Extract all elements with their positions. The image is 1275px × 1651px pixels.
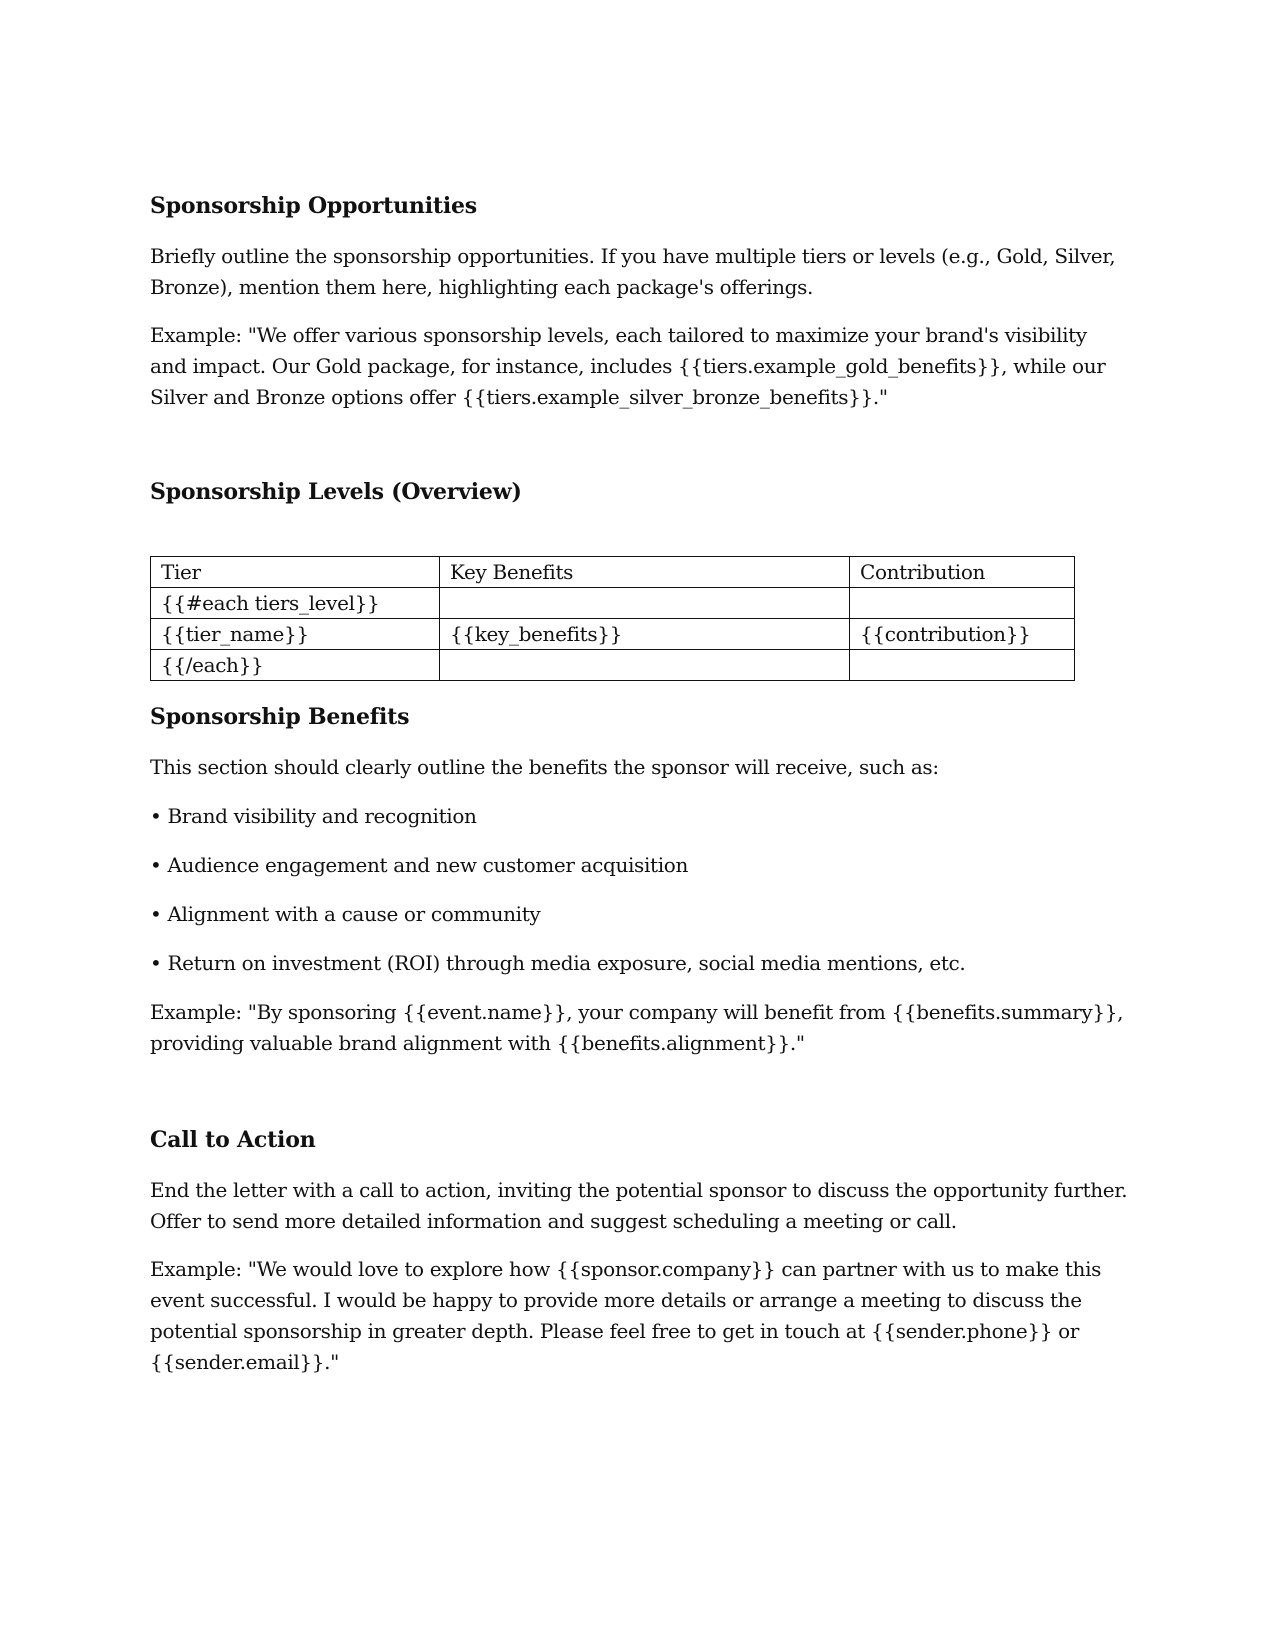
levels-table bbox=[150, 556, 1075, 681]
table-cell bbox=[850, 650, 1075, 681]
text-line: Offer to send more detailed information and suggest scheduling a meeting or call. bbox=[150, 1209, 957, 1233]
table-cell bbox=[440, 650, 850, 681]
table-row bbox=[151, 588, 1075, 619]
heading-levels: Sponsorship Levels (Overview) bbox=[150, 479, 522, 505]
table-cell bbox=[440, 588, 850, 619]
table-cell bbox=[850, 588, 1075, 619]
table-cell: {{/each}} bbox=[151, 650, 440, 681]
text-line: Briefly outline the sponsorship opportunities. If you have multiple tiers or levels (e.g., Gold, Silver, bbox=[150, 244, 1116, 268]
opportunities-intro bbox=[150, 241, 1130, 303]
benefit-bullet: • Return on investment (ROI) through media exposure, social media mentions, etc. bbox=[150, 951, 966, 975]
benefits-example bbox=[150, 997, 1130, 1059]
opportunities-example bbox=[150, 320, 1130, 413]
text-line: Bronze), mention them here, highlighting each package's offerings. bbox=[150, 275, 814, 299]
heading-benefits: Sponsorship Benefits bbox=[150, 704, 410, 730]
header-cell: Key Benefits bbox=[440, 557, 850, 588]
benefit-bullet: • Audience engagement and new customer acquisition bbox=[150, 853, 688, 877]
text-line: event successful. I would be happy to provide more details or arrange a meeting to discuss the bbox=[150, 1288, 1082, 1312]
header-cell: Tier bbox=[151, 557, 440, 588]
table-cell: {{key_benefits}} bbox=[440, 619, 850, 650]
table-row bbox=[151, 619, 1075, 650]
cta-intro bbox=[150, 1175, 1130, 1237]
table-cell: {{tier_name}} bbox=[151, 619, 440, 650]
heading-opportunities: Sponsorship Opportunities bbox=[150, 193, 477, 219]
table-header-row bbox=[151, 557, 1075, 588]
text-line: End the letter with a call to action, inviting the potential sponsor to discuss the opportunity further. bbox=[150, 1178, 1128, 1202]
cta-example bbox=[150, 1254, 1130, 1378]
heading-cta: Call to Action bbox=[150, 1127, 316, 1153]
text-line: Example: "We offer various sponsorship levels, each tailored to maximize your brand's visibility bbox=[150, 323, 1087, 347]
text-line: Example: "By sponsoring {{event.name}}, your company will benefit from {{benefits.summary}}, bbox=[150, 1000, 1124, 1024]
text-line: Example: "We would love to explore how {{sponsor.company}} can partner with us to make this bbox=[150, 1257, 1102, 1281]
text-line: Silver and Bronze options offer {{tiers.example_silver_bronze_benefits}}." bbox=[150, 385, 888, 409]
table-cell: {{contribution}} bbox=[850, 619, 1075, 650]
header-cell: Contribution bbox=[850, 557, 1075, 588]
table-cell: {{#each tiers_level}} bbox=[151, 588, 440, 619]
benefit-bullet: • Alignment with a cause or community bbox=[150, 902, 541, 926]
table-row bbox=[151, 650, 1075, 681]
text-line: potential sponsorship in greater depth. Please feel free to get in touch at {{sender.phone}} or bbox=[150, 1319, 1079, 1343]
text-line: and impact. Our Gold package, for instance, includes {{tiers.example_gold_benefits}}, while our bbox=[150, 354, 1106, 378]
text-line: providing valuable brand alignment with {{benefits.alignment}}." bbox=[150, 1031, 805, 1055]
text-line: {{sender.email}}." bbox=[150, 1350, 340, 1374]
benefits-intro: This section should clearly outline the benefits the sponsor will receive, such as: bbox=[150, 755, 939, 779]
benefit-bullet: • Brand visibility and recognition bbox=[150, 804, 477, 828]
